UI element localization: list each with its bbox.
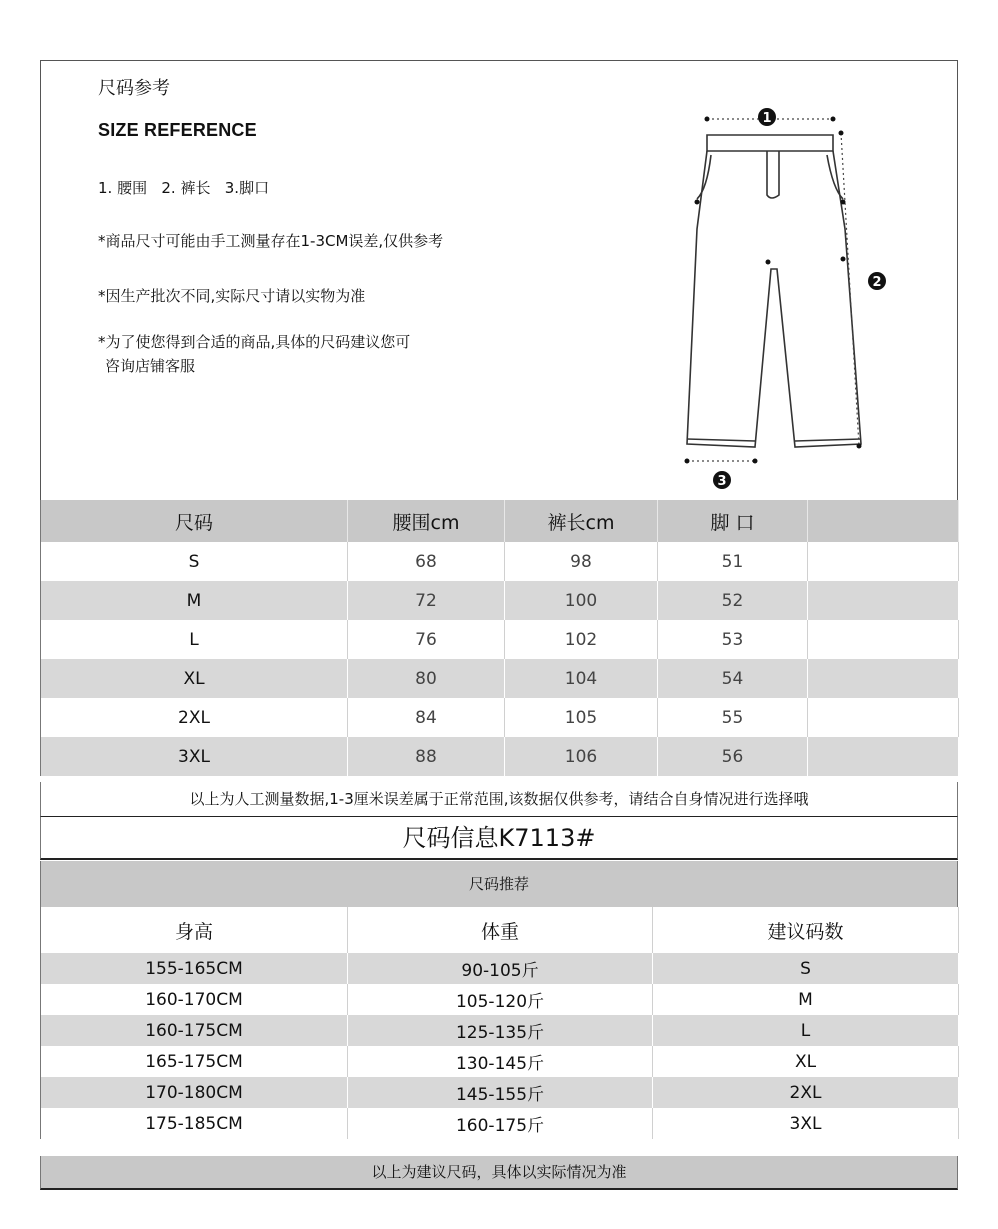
- header-empty: [808, 500, 959, 542]
- cell-hem: 56: [658, 737, 808, 776]
- cell-size: M: [41, 581, 348, 620]
- table-row: [41, 1046, 959, 1077]
- cell-size: M: [653, 984, 959, 1015]
- header-hem: 脚 口: [658, 500, 808, 542]
- note-consult-cont: 咨询店铺客服: [105, 357, 196, 375]
- cell-waist: 68: [348, 542, 505, 581]
- cell-length: 104: [505, 659, 658, 698]
- header-weight: 体重: [348, 907, 653, 953]
- cell-waist: 88: [348, 737, 505, 776]
- cell-empty: [808, 698, 959, 737]
- header-suggested-size: 建议码数: [653, 907, 959, 953]
- cell-size: 3XL: [653, 1108, 959, 1139]
- table-row: [41, 1108, 959, 1139]
- cell-size: XL: [41, 659, 348, 698]
- cell-empty: [808, 542, 959, 581]
- header-height: 身高: [41, 907, 348, 953]
- measurement-legend: 1. 腰围 2. 裤长 3.脚口: [98, 179, 270, 197]
- cell-size: 2XL: [41, 698, 348, 737]
- cell-size: S: [653, 953, 959, 984]
- note-measurement-error: *商品尺寸可能由手工测量存在1-3CM误差,仅供参考: [98, 232, 444, 250]
- svg-text:3: 3: [717, 474, 727, 489]
- table-row: [41, 984, 959, 1015]
- measurement-note: 以上为人工测量数据,1-3厘米误差属于正常范围,该数据仅供参考，请结合自身情况进行选择哦: [40, 782, 958, 816]
- table-row: [41, 659, 959, 698]
- cell-hem: 55: [658, 698, 808, 737]
- cell-hem: 52: [658, 581, 808, 620]
- cell-empty: [808, 581, 959, 620]
- marker-2-icon: [868, 272, 886, 290]
- cell-empty: [808, 620, 959, 659]
- table-row: [41, 581, 959, 620]
- cell-hem: 54: [658, 659, 808, 698]
- table-header-row: [41, 907, 959, 953]
- table-row: [41, 953, 959, 984]
- cell-weight: 125-135斤: [348, 1015, 653, 1046]
- cell-size: S: [41, 542, 348, 581]
- header-length: 裤长cm: [505, 500, 658, 542]
- size-recommendation-table: [40, 907, 959, 1139]
- cell-waist: 76: [348, 620, 505, 659]
- table-row: [41, 620, 959, 659]
- table-row: [41, 542, 959, 581]
- size-reference-panel: [40, 60, 958, 500]
- marker-1-icon: [758, 108, 776, 126]
- table-row: [41, 1015, 959, 1046]
- cell-weight: 105-120斤: [348, 984, 653, 1015]
- svg-text:2: 2: [872, 275, 882, 290]
- cell-size: L: [653, 1015, 959, 1046]
- cell-weight: 145-155斤: [348, 1077, 653, 1108]
- cell-waist: 72: [348, 581, 505, 620]
- cell-empty: [808, 737, 959, 776]
- note-consult: *为了使您得到合适的商品,具体的尺码建议您可: [98, 333, 411, 351]
- table-row: [41, 1077, 959, 1108]
- cell-hem: 53: [658, 620, 808, 659]
- header-waist: 腰围cm: [348, 500, 505, 542]
- cell-size: 2XL: [653, 1077, 959, 1108]
- reference-title-en: SIZE REFERENCE: [98, 120, 257, 140]
- cell-empty: [808, 659, 959, 698]
- cell-height: 170-180CM: [41, 1077, 348, 1108]
- cell-size: L: [41, 620, 348, 659]
- cell-size: 3XL: [41, 737, 348, 776]
- table-row: [41, 698, 959, 737]
- cell-hem: 51: [658, 542, 808, 581]
- table-row: [41, 737, 959, 776]
- size-info-title: 尺码信息K7113#: [40, 816, 958, 860]
- cell-length: 98: [505, 542, 658, 581]
- cell-length: 100: [505, 581, 658, 620]
- recommendation-footer-note: 以上为建议尺码，具体以实际情况为准: [40, 1156, 958, 1190]
- cell-length: 102: [505, 620, 658, 659]
- cell-height: 160-170CM: [41, 984, 348, 1015]
- cell-weight: 90-105斤: [348, 953, 653, 984]
- cell-height: 175-185CM: [41, 1108, 348, 1139]
- cell-waist: 84: [348, 698, 505, 737]
- pants-measurement-diagram: [667, 99, 937, 499]
- recommend-title: 尺码推荐: [40, 861, 958, 907]
- cell-height: 165-175CM: [41, 1046, 348, 1077]
- cell-length: 105: [505, 698, 658, 737]
- size-chart-table: [40, 500, 959, 776]
- reference-title-cn: 尺码参考: [98, 78, 170, 99]
- cell-length: 106: [505, 737, 658, 776]
- table-header-row: [41, 500, 959, 542]
- cell-height: 155-165CM: [41, 953, 348, 984]
- cell-waist: 80: [348, 659, 505, 698]
- pants-outline-icon: [687, 135, 861, 447]
- cell-size: XL: [653, 1046, 959, 1077]
- marker-3-icon: [713, 471, 731, 489]
- cell-weight: 160-175斤: [348, 1108, 653, 1139]
- header-size: 尺码: [41, 500, 348, 542]
- note-batch-difference: *因生产批次不同,实际尺寸请以实物为准: [98, 287, 366, 305]
- svg-text:1: 1: [762, 111, 772, 126]
- cell-weight: 130-145斤: [348, 1046, 653, 1077]
- cell-height: 160-175CM: [41, 1015, 348, 1046]
